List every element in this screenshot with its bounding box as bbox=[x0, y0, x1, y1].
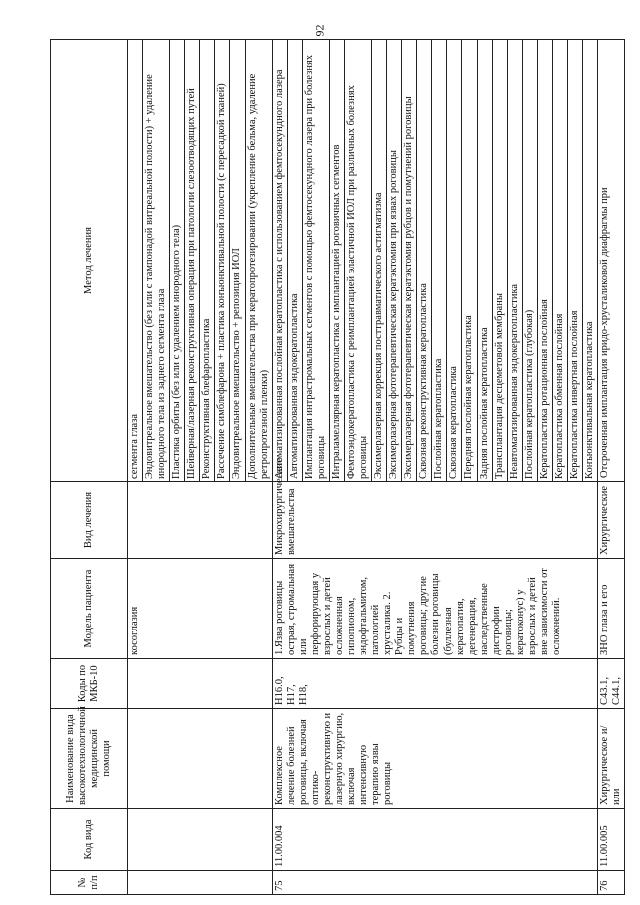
page-number: 92 bbox=[312, 24, 327, 36]
method-item: Эксимерлазерная фототерапевтическая кератэктомия при язвах роговицы bbox=[387, 40, 402, 481]
method-item: Интраламеллярная кератопластика с имплантацией роговичных сегментов bbox=[330, 40, 345, 481]
row2-type: Хирургические bbox=[598, 482, 625, 559]
header-code: Код вида bbox=[51, 809, 128, 871]
method-item: Трансплантация десцеметовой мембраны bbox=[493, 40, 508, 481]
row2-code: 11.00.005 bbox=[598, 809, 625, 871]
row0-model: косоглазия bbox=[128, 559, 273, 659]
method-item: Автоматизированная послойная кератопластика с использованием фемтосекундного лазера bbox=[273, 40, 288, 481]
method-item: Сквозная кератопластика bbox=[447, 40, 462, 481]
row2-model: ЗНО глаза и его bbox=[598, 559, 625, 659]
method-item: Передняя послойная кератопластика bbox=[462, 40, 477, 481]
method-item: Дополнительные вмешательства при кератопротезировании (укрепление бельма, удаление ретропротезной пленки) bbox=[246, 73, 270, 479]
method-item: Пластика орбиты (без или с удалением инородного тела) bbox=[170, 40, 185, 481]
table-row bbox=[272, 40, 597, 895]
method-item: Фемтоэндокератопластика с реимплантацией эластичной ИОЛ при различных болезнях роговицы bbox=[345, 40, 372, 481]
table-frame bbox=[50, 40, 623, 895]
method-item: Эксимерлазерная коррекция посттравматического астигматизма bbox=[372, 40, 387, 481]
row2-name: Хирургическое и/или bbox=[598, 709, 625, 809]
method-item: Эксимерлазерная фототерапевтическая кератэктомия рубцов и помутнений роговицы bbox=[402, 40, 417, 481]
row1-num: 75 bbox=[272, 871, 597, 895]
method-item: Эндовитреальное вмешательство (без или с тампонадой витреальной полости) + удаление инородного тела из заднего сегмента глаза bbox=[143, 40, 170, 481]
method-item: Реконструктивная блефаропластика bbox=[200, 40, 215, 481]
method-item: Автоматизированная эндокератопластика bbox=[288, 40, 303, 481]
row1-code: 11.00.004 bbox=[272, 809, 597, 871]
row1-type: Микрохирургические вмешательства bbox=[272, 482, 597, 559]
row2-method: Отсроченная имплантация иридо-хрусталиковой диафрагмы при bbox=[598, 40, 625, 482]
header-num: № п/п bbox=[51, 871, 128, 895]
row1-mkb: H16.0, H17, H18, bbox=[272, 659, 597, 709]
method-item: Неавтоматизированная эндокератопластика bbox=[508, 40, 523, 481]
row0-methods bbox=[128, 40, 273, 482]
row1-methods bbox=[272, 40, 597, 482]
method-item: Послойная кератопластика (глубокая) bbox=[523, 40, 538, 481]
row1-model: 1.Язва роговицы острая, стромальная или перфорирующая у взрослых и детей осложненная гипопионом, эндофтальмитом, патологией хрусталика. 2. Рубцы и помутнения роговицы; другие болезни роговицы (буллезная кератопатия, дегенерация, наследственные дистрофии роговицы; кератоконус) у взрослых и детей вне зависимости от осложнений. bbox=[272, 559, 597, 659]
method-item: Кератопластика обменная послойная bbox=[553, 40, 568, 481]
method-item: Имплантация интрастромальных сегментов с помощью фемтосекундного лазера при болезнях роговицы bbox=[303, 40, 330, 481]
method-item: Кератопластика инвертная послойная bbox=[568, 40, 583, 481]
header-mkb: Коды по МКБ-10 bbox=[51, 659, 128, 709]
header-method: Метод лечения bbox=[51, 40, 128, 482]
method-item: Кератопластика ротационная послойная bbox=[538, 40, 553, 481]
table-row bbox=[128, 40, 273, 895]
method-item: Шейверная/лазерная реконструктивная операция при патологии слезоотводящих путей bbox=[185, 40, 200, 481]
method-item: Сквозная реконструктивная кератопластика bbox=[417, 40, 432, 481]
treatment-methods-table bbox=[50, 39, 625, 895]
method-item: сегмента глаза bbox=[128, 40, 143, 481]
row2-num: 76 bbox=[598, 871, 625, 895]
method-item: Задняя послойная кератопластика bbox=[478, 40, 493, 481]
header-name: Наименование вида высокотехнологичной медицинской помощи bbox=[51, 709, 128, 809]
header-type: Вид лечения bbox=[51, 482, 128, 559]
method-item: Послойная кератопластика bbox=[432, 40, 447, 481]
table-header-row bbox=[51, 40, 128, 895]
method-item: Эндовитреальное вмешательство + репозиция ИОЛ bbox=[230, 40, 245, 481]
row1-name: Комплексное лечение болезней роговицы, включая оптико-реконструктивную и лазерную хирургию, включая интенсивную терапию язвы роговицы bbox=[272, 709, 597, 809]
method-item: Конъюнктивальная кератопластика bbox=[583, 321, 595, 479]
row2-mkb: C43.1, C44.1, bbox=[598, 659, 625, 709]
method-item: Рассечение симблефарона + пластика конъюнктивальной полости (с пересадкой тканей) bbox=[215, 40, 230, 481]
header-model: Модель пациента bbox=[51, 559, 128, 659]
table-row bbox=[598, 40, 625, 895]
